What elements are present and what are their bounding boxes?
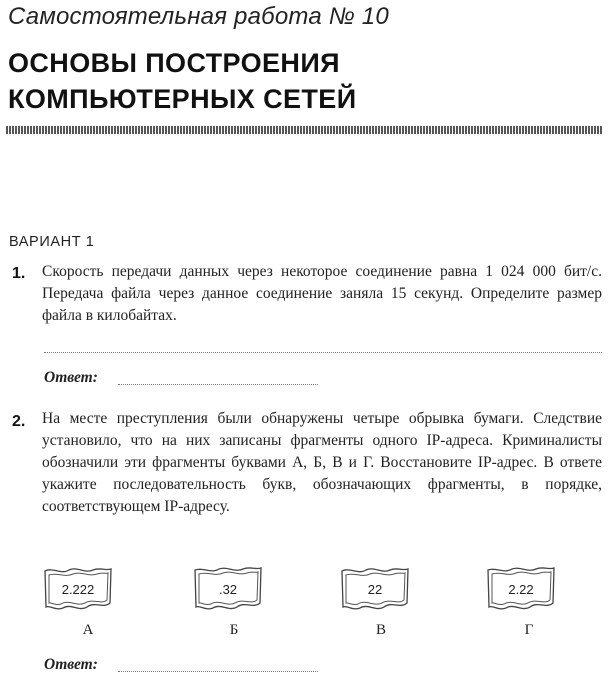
fragment-g-value: 2.22 bbox=[508, 582, 534, 597]
fragment-a-value: 2.222 bbox=[61, 582, 95, 597]
question-2-answer-field[interactable] bbox=[118, 671, 318, 672]
paper-fragment-g bbox=[486, 565, 556, 613]
question-2-number: 2. bbox=[12, 413, 26, 430]
fragment-b-value: .32 bbox=[218, 582, 238, 597]
variant-heading: ВАРИАНТ 1 bbox=[9, 234, 95, 250]
paper-fragment-b bbox=[193, 565, 263, 613]
work-subtitle: Самостоятельная работа № 10 bbox=[8, 3, 389, 30]
question-1-text: Скорость передачи данных через некоторое соединение равна 1 024 000 бит/с. Передача файла через данное соединение заняла 15 секунд. Определите размер файла в килобайтах. bbox=[42, 263, 602, 324]
fragment-g-letter: Г bbox=[524, 622, 534, 638]
fragment-v-value: 22 bbox=[367, 582, 383, 597]
page-title-line-1: ОСНОВЫ ПОСТРОЕНИЯ bbox=[8, 48, 340, 78]
fragment-v-letter: В bbox=[375, 622, 386, 638]
page-title-line-2: КОМПЬЮТЕРНЫХ СЕТЕЙ bbox=[8, 84, 357, 114]
question-1-answer-label: Ответ: bbox=[44, 369, 98, 386]
question-1-work-line bbox=[44, 352, 602, 353]
fragment-a-letter: А bbox=[82, 622, 94, 638]
paper-fragment-v bbox=[340, 565, 410, 613]
question-2-answer-label: Ответ: bbox=[44, 656, 98, 673]
question-2-text: На месте преступления были обнаружены четыре обрывка бумаги. Следствие установило, что на них записаны фрагменты одного IP-адреса. Криминалисты обозначили эти фрагменты буквами А, Б, В и Г. Восстановите IP-адрес. В ответе укажите последовательность букв, обозначающих фрагменты, в порядке, соответствующем IP-адресу. bbox=[42, 410, 602, 515]
paper-fragment-a bbox=[43, 565, 113, 613]
header-divider bbox=[6, 126, 602, 134]
question-1-number: 1. bbox=[12, 265, 26, 282]
question-1-answer-field[interactable] bbox=[118, 384, 318, 385]
fragment-b-letter: Б bbox=[229, 622, 239, 638]
